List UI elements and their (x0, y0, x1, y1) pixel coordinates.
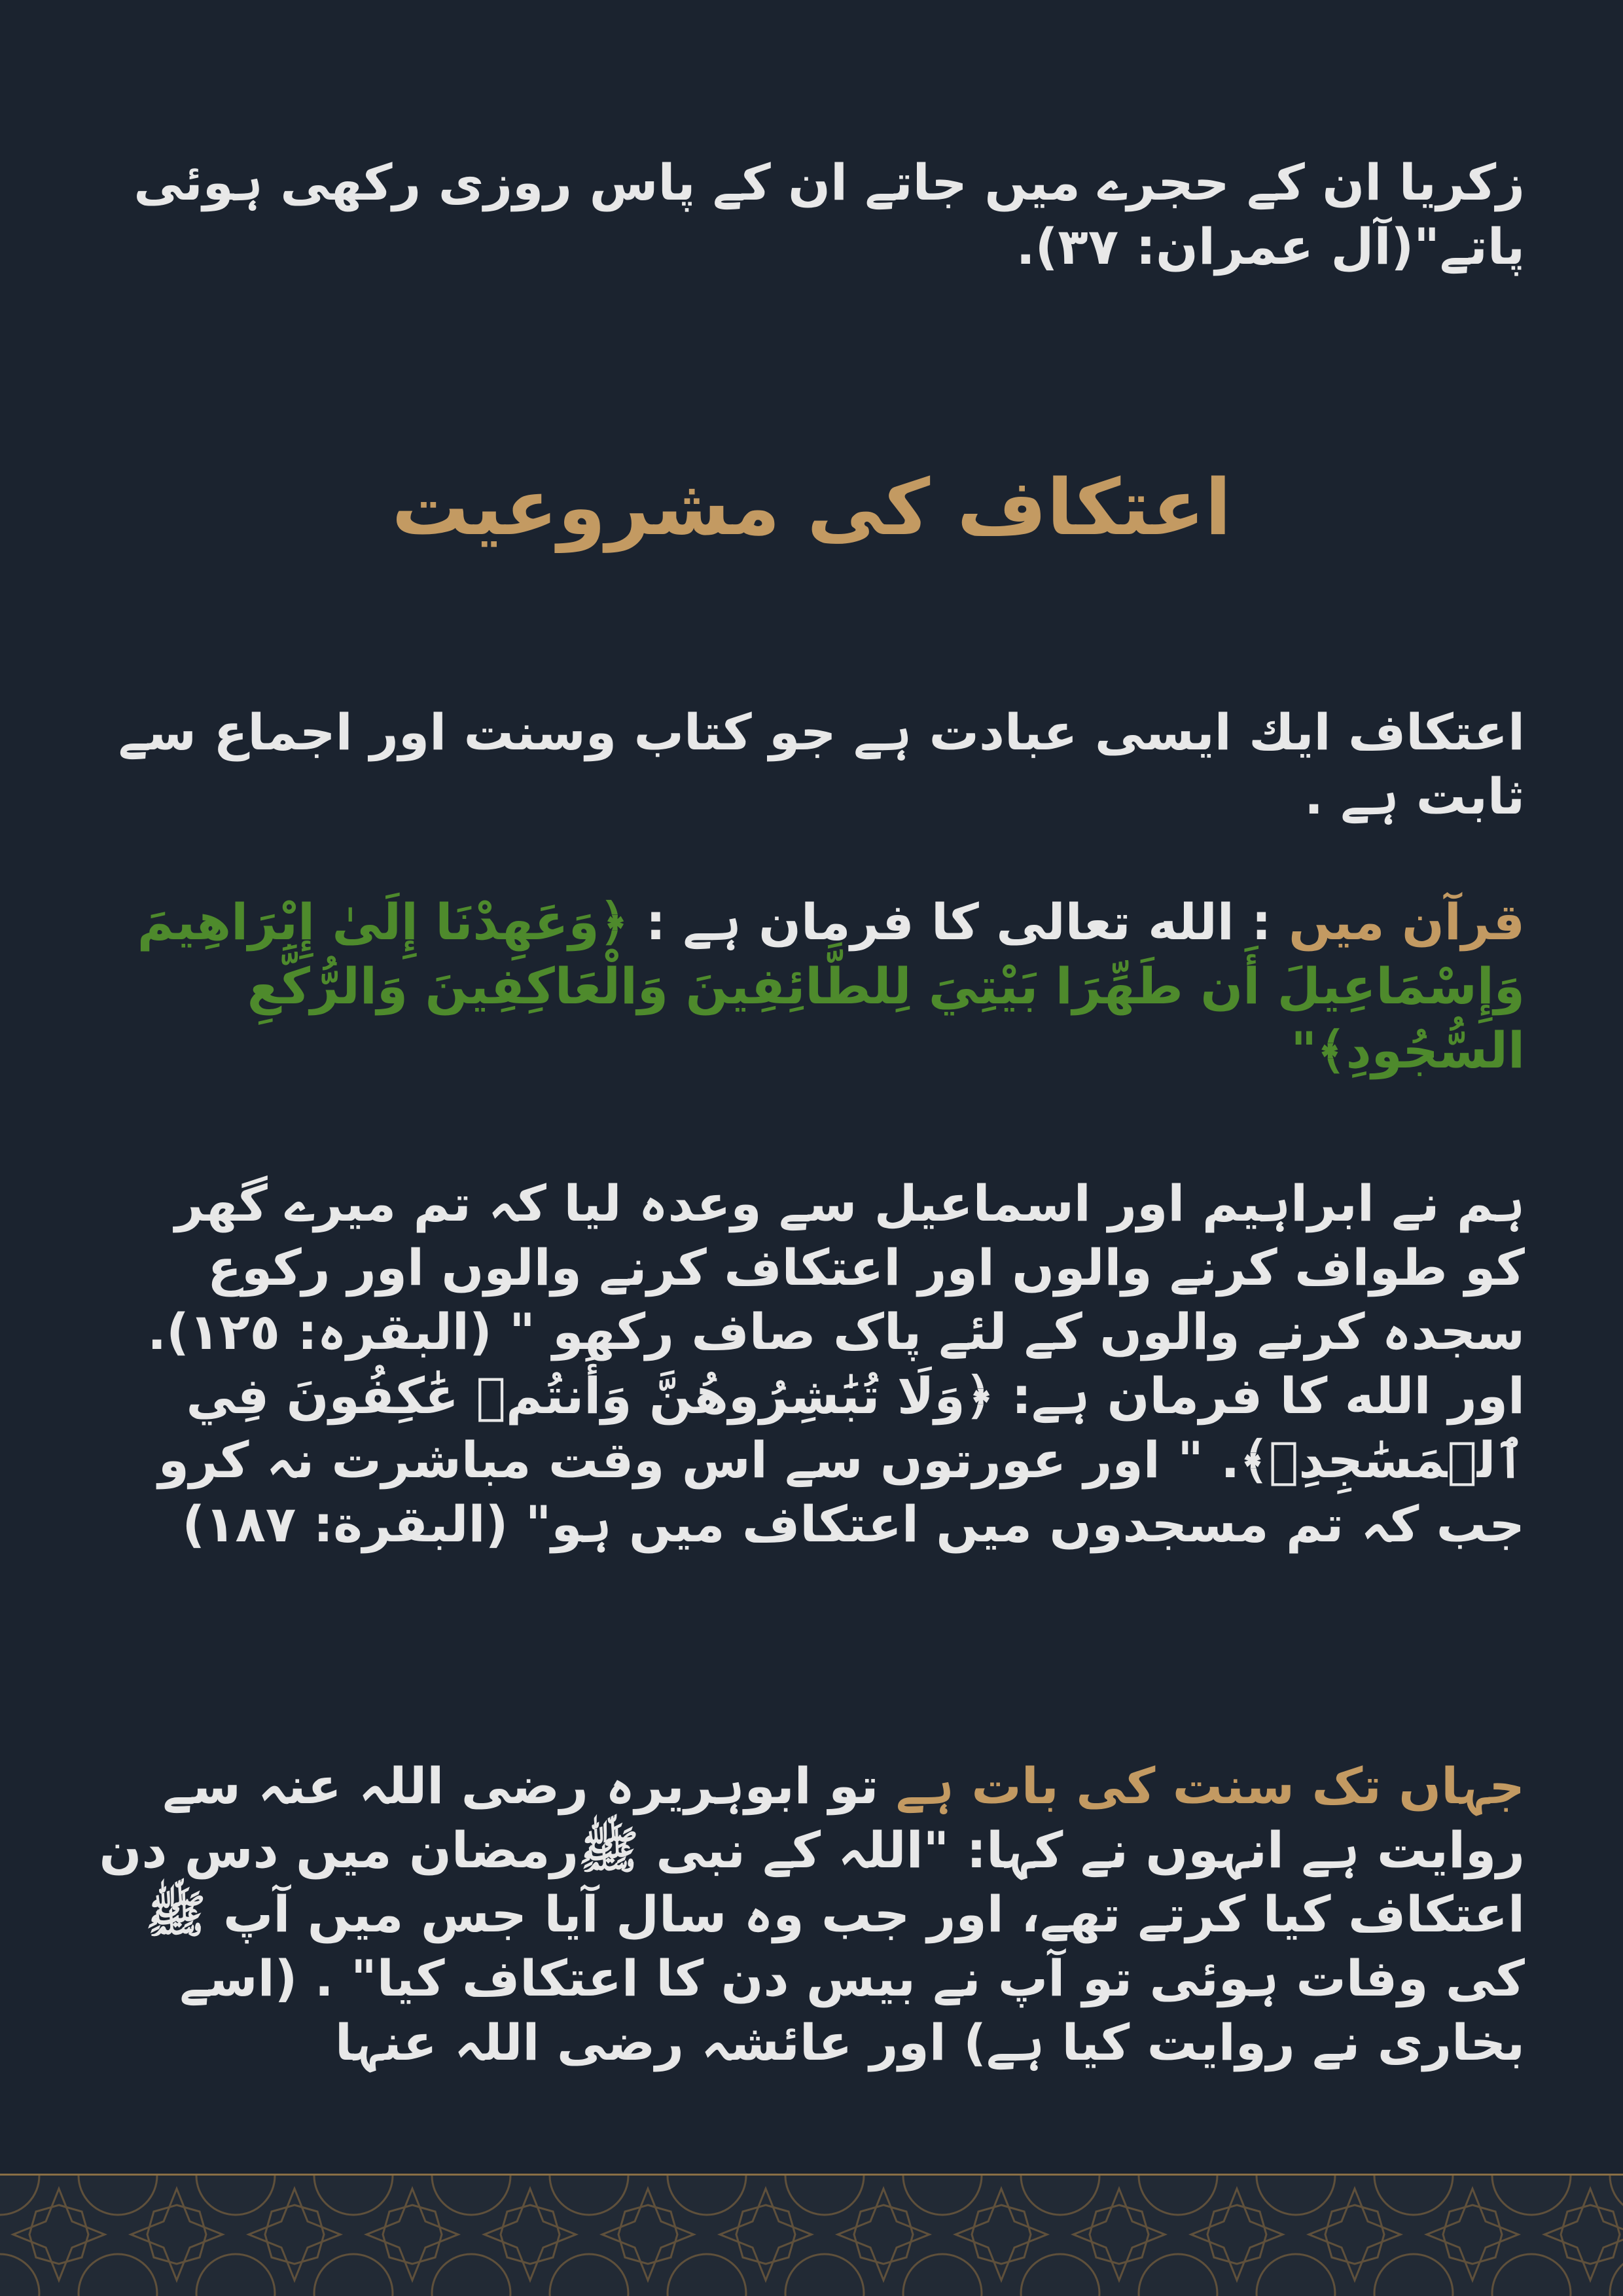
section-heading: اعتکاف کی مشروعیت (391, 462, 1232, 552)
quran-text (98, 890, 1525, 1083)
quran-middle: : الله تعالى كا فرمان ہے : (628, 893, 1289, 951)
geometric-pattern-icon (0, 2176, 1623, 2296)
quran-verse: ﴿وَعَهِدْنَا إِلَىٰ إِبْرَاهِيمَ وَإِسْمَاعِيلَ أَن طَهِّرَا بَيْتِيَ لِلطَّائِفِينَ وَالْعَاكِفِينَ وَالرُّكَّعِ السُّجُودِ﴾" (137, 893, 1525, 1079)
sunnah-intro: جہاں تک سنت کی بات ہے (895, 1757, 1525, 1815)
quran-intro: قرآن میں (1289, 893, 1525, 951)
paragraph-text: زکریا ان کے حجرے میں جاتے ان کے پاس روزی رکھی ہوئی پاتے"(آل عمران: ٣٧). (134, 153, 1525, 276)
paragraph-zakariya (98, 151, 1525, 279)
decorative-footer (0, 2174, 1623, 2296)
quran-paragraph (98, 890, 1525, 1083)
paragraph-translation (98, 1172, 1525, 1556)
sunnah-paragraph (98, 1754, 1525, 2075)
paragraph-text: اعتكاف ايك ایسی عبادت ہے جو کتاب وسنت اور اجماع سے ثابت ہے . (118, 703, 1525, 825)
sunnah-text (98, 1754, 1525, 2075)
sunnah-body: تو ابوہریرہ رضی اللہ عنہ سے روایت ہے انہوں نے کہا: "اللہ کے نبی ﷺرمضان میں دس دن اعتکاف کیا کرتے تھے، اور جب وہ سال آیا جس میں آپ ﷺ کی وفات ہوئی تو آپ نے بیس دن کا اعتکاف کیا" . (اسے بخاری نے روایت کیا ہے) اور عائشہ رضی اللہ عنہا (99, 1757, 1525, 2072)
paragraph-definition (98, 700, 1525, 829)
paragraph-text: ہم نے ابراہیم اور اسماعیل سے وعدہ لیا کہ تم میرے گھر کو طواف کرنے والوں اور اعتکاف کرنے والوں اور رکوع سجدہ کرنے والوں کے لئے پاک صاف رکھو " (البقرہ: ١٢٥). اور الله كا فرمان ہے: ﴿وَلَا تُبَٰشِرُوهُنَّ وَأَنتُمۡ عَٰكِفُونَ فِي ٱلۡمَسَٰجِدِۗ﴾. " اور عورتوں سے اس وقت مباشرت نہ کرو جب کہ تم مسجدوں میں اعتکاف میں ہو" (البقرة: ١٨٧) (147, 1174, 1525, 1553)
